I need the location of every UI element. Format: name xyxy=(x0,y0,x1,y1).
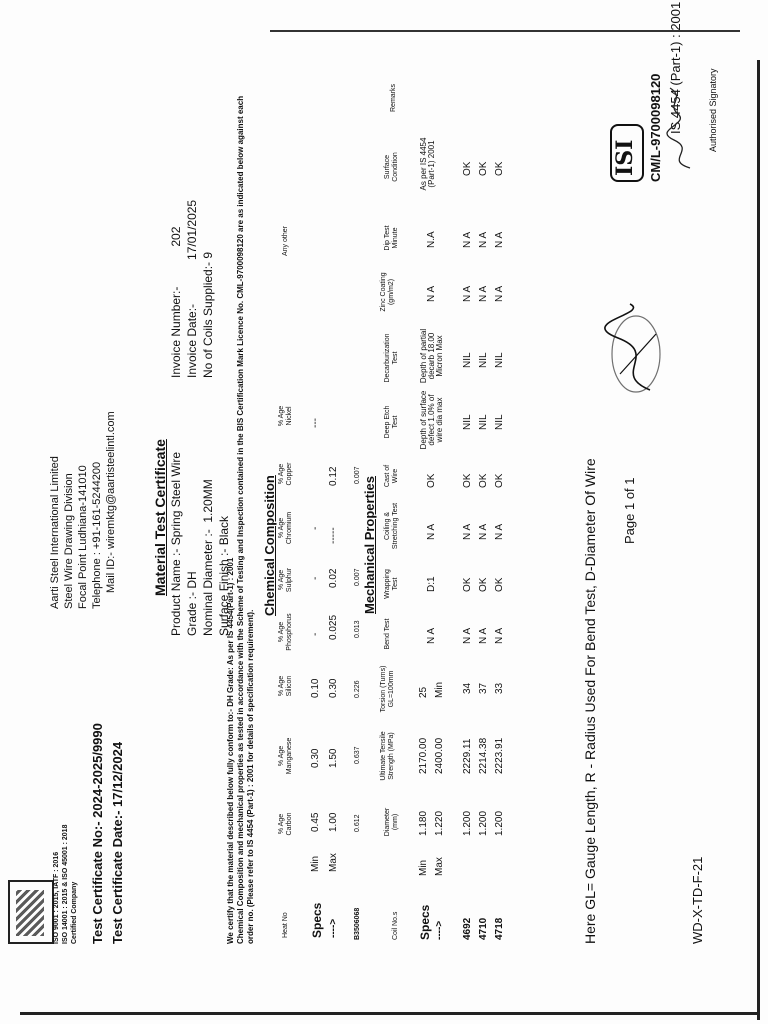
invoice-date xyxy=(184,200,200,378)
isi-mark xyxy=(610,124,644,182)
company-mail: Mail ID:- wiremktg@aartisteelintl.com xyxy=(105,411,117,593)
iso-line: Certified Company xyxy=(71,881,78,944)
row-dip: N A xyxy=(462,231,473,248)
iso-certifications xyxy=(52,825,79,944)
chemical-composition-heading: Chemical Composition xyxy=(262,475,277,616)
chem-max-silicon: 0.30 xyxy=(328,678,339,698)
mech-header-torsion: Torsion (Turns) GL=100mm xyxy=(380,665,395,713)
nominal-diameter xyxy=(200,452,216,636)
mech-header-dip: Dip Test Minute xyxy=(384,225,399,251)
mech-max-tensile: 2400.00 xyxy=(434,737,445,774)
chem-min-chromium: - xyxy=(310,526,321,530)
chem-actual-carbon: 0.612 xyxy=(354,814,361,832)
chem-max-copper: 0.12 xyxy=(328,466,339,486)
row-diameter: 1.200 xyxy=(478,810,489,836)
chem-max-label: Max xyxy=(328,853,339,872)
coil-number: 4718 xyxy=(494,917,505,940)
mech-header-cast: Cast of Wire xyxy=(384,464,399,488)
row-wrapping: OK xyxy=(494,577,505,592)
row-surface: OK xyxy=(494,161,505,176)
chem-max-manganese: 1.50 xyxy=(328,748,339,768)
mech-spec-deep-etch: Depth of surface defect 1.0% of wire dia max xyxy=(419,390,444,450)
mech-header-coiling: Coiling & Stretching Test xyxy=(384,502,399,550)
company-name: Aarti Steel International Limited xyxy=(49,456,61,609)
row-dip: N A xyxy=(494,231,505,248)
mech-max-diameter: 1.220 xyxy=(434,810,445,836)
mech-header-wrapping: Wrapping Test xyxy=(384,569,399,599)
chem-actual-sulphur: 0.007 xyxy=(354,568,361,586)
chem-specs-arrow: ----> xyxy=(328,918,339,938)
statement-line: We certify that the material described below fully conform to:- DH Grade: As per IS 4454(Part-1) : 2001 xyxy=(226,557,235,944)
row-bend: N A xyxy=(462,627,473,644)
chem-header-copper: % Age Copper xyxy=(278,462,293,486)
mech-header-deep-etch: Deep Etch Test xyxy=(384,405,399,439)
row-zinc: N A xyxy=(494,285,505,302)
row-deep-etch: NIL xyxy=(494,414,505,430)
invoice-details xyxy=(168,200,216,378)
row-diameter: 1.200 xyxy=(462,810,473,836)
row-wrapping: OK xyxy=(478,577,489,592)
row-cast: OK xyxy=(494,473,505,488)
row-surface: OK xyxy=(478,161,489,176)
mech-min-diameter: 1.180 xyxy=(418,810,429,836)
row-diameter: 1.200 xyxy=(494,810,505,836)
mech-min-label: Min xyxy=(418,859,429,876)
chem-actual-manganese: 0.637 xyxy=(354,746,361,764)
row-deep-etch: NIL xyxy=(478,414,489,430)
isi-mark-text: ISI xyxy=(612,139,638,176)
mech-max-torsion: Min xyxy=(434,681,445,698)
product-details xyxy=(168,452,232,636)
mech-min-tensile: 2170.00 xyxy=(418,737,429,774)
chem-header-chromium: % Age Chromium xyxy=(278,511,293,545)
invoice-date-label: Invoice Date:- xyxy=(185,303,199,378)
mech-spec-coiling: N A xyxy=(426,523,437,540)
company-logo xyxy=(8,880,54,944)
test-certificate-number: Test Certificate No:- 2024-2025/9990 xyxy=(90,723,105,944)
chem-actual-silicon: 0.226 xyxy=(354,680,361,698)
chem-header-phosphorus: % Age Phosphorus xyxy=(278,613,293,651)
mech-spec-wrapping: D:1 xyxy=(426,576,437,592)
page-number: Page 1 of 1 xyxy=(622,477,637,544)
mech-spec-dip: N.A xyxy=(426,231,437,248)
nominal-diameter-value: 1.20MM xyxy=(201,479,215,523)
mech-header-tensile: Ultimate Tensile Strength (MPa) xyxy=(380,731,395,781)
footer-note: Here GL= Gauge Length, R - Radius Used For Bend Test, D-Diameter Of Wire xyxy=(582,458,598,944)
chem-actual-copper: 0.007 xyxy=(354,466,361,484)
chem-min-phosphorus: - xyxy=(310,632,321,636)
row-decarb: NIL xyxy=(478,352,489,368)
chem-header-manganese: % Age Manganese xyxy=(278,737,293,775)
chem-header-any-other: Any other xyxy=(282,226,289,256)
mech-spec-surface: As per IS 4454 (Part-1) 2001 xyxy=(419,137,436,191)
heat-number: B3506068 xyxy=(354,907,361,940)
coil-number: 4710 xyxy=(478,917,489,940)
invoice-date-value: 17/01/2025 xyxy=(185,199,199,260)
row-deep-etch: NIL xyxy=(462,414,473,430)
row-bend: N A xyxy=(494,627,505,644)
company-address: Focal Point Ludhiana-141010 xyxy=(77,465,89,609)
row-torsion: 37 xyxy=(478,682,489,694)
iso-line: ISO 14001 : 2015 & ISO 45001 : 2018 xyxy=(62,824,69,944)
mech-spec-decarb: Depth of partial decarb 18.00 Micron Max xyxy=(419,328,444,384)
row-torsion: 34 xyxy=(462,682,473,694)
mech-header-coil-no: Coil No.s xyxy=(392,911,399,940)
mech-max-label: Max xyxy=(434,857,445,876)
mech-header-surface: Surface Condition xyxy=(384,152,399,182)
company-address-block xyxy=(48,411,118,609)
mech-header-diameter: Diameter (mm) xyxy=(384,807,399,837)
mech-spec-bend: N A xyxy=(426,627,437,644)
chem-header-carbon: % Age Carbon xyxy=(278,812,293,836)
cml-number: CM/L-9700098120 xyxy=(648,73,663,182)
chem-header-sulphur: % Age Sulphur xyxy=(278,567,293,593)
chem-max-chromium-dots: ----- xyxy=(328,527,339,544)
row-tensile: 2229.11 xyxy=(462,738,473,774)
chem-actual-phosphorus: 0.013 xyxy=(354,620,361,638)
chem-header-nickel: % Age Nickel xyxy=(278,405,293,427)
coil-number: 4692 xyxy=(462,917,473,940)
row-decarb: NIL xyxy=(494,352,505,368)
chem-max-carbon: 1.00 xyxy=(328,812,339,832)
chem-min-label: Min xyxy=(310,855,321,872)
mechanical-properties-heading: Mechanical Properties xyxy=(362,476,377,614)
chem-min-carbon: 0.45 xyxy=(310,812,321,832)
row-tensile: 2214.38 xyxy=(478,737,489,774)
iso-line: ISO 9001 : 2015, IATF : 2016 xyxy=(53,851,60,944)
row-wrapping: OK xyxy=(462,577,473,592)
row-coiling: N A xyxy=(494,523,505,540)
authorised-signatory-label: Authorised Signatory xyxy=(708,68,718,152)
chem-header-heat-no: Heat No xyxy=(282,912,289,938)
chem-min-manganese: 0.30 xyxy=(310,748,321,768)
nominal-diameter-label: Nominal Diameter :- xyxy=(201,529,215,636)
mech-spec-zinc: N A xyxy=(426,285,437,302)
row-coiling: N A xyxy=(462,523,473,540)
mech-spec-cast: OK xyxy=(426,473,437,488)
product-name: Product Name :- Spring Steel Wire xyxy=(169,451,183,636)
row-surface: OK xyxy=(462,161,473,176)
company-telephone: Telephone : +91-161-5244200 xyxy=(91,461,103,609)
chem-max-phosphorus: 0.025 xyxy=(328,614,339,640)
row-coiling: N A xyxy=(478,523,489,540)
standard-reference: IS 4454 (Part-1) : 2001 xyxy=(668,1,683,134)
row-tensile: 2223.91 xyxy=(494,737,505,774)
company-stamp-signature xyxy=(600,294,670,404)
row-zinc: N A xyxy=(462,285,473,302)
chem-max-sulphur: 0.02 xyxy=(328,568,339,588)
mech-header-zinc: Zinc Coating (gm/m2) xyxy=(380,272,395,312)
grade: Grade :- DH xyxy=(185,571,199,636)
invoice-number-label: Invoice Number:- xyxy=(169,286,183,378)
statement-line: Chemical Composition and mechanical properties as tested in accordance with the Scheme of Testing and Inspection contained in the BIS Certification Mark Licence No. CML-9700098120 are as indicated below against each xyxy=(236,95,245,944)
mech-min-torsion: 25 xyxy=(418,686,429,698)
chem-min-silicon: 0.10 xyxy=(310,678,321,698)
chem-header-silicon: % Age Silicon xyxy=(278,675,293,697)
invoice-number xyxy=(168,200,184,378)
chem-min-sulphur: - xyxy=(310,576,321,580)
row-cast: OK xyxy=(462,473,473,488)
row-cast: OK xyxy=(478,473,489,488)
mech-specs-label: Specs xyxy=(418,904,432,940)
row-torsion: 33 xyxy=(494,682,505,694)
conformity-statement xyxy=(226,96,256,944)
surface-finish: Surface Finish :- Black xyxy=(217,515,231,636)
document-code: WD-X-TD-F-21 xyxy=(690,856,705,944)
chem-specs-label: Specs xyxy=(310,902,324,938)
invoice-number-value: 202 xyxy=(169,226,183,247)
chem-min-nickel: --- xyxy=(310,418,321,428)
material-test-certificate-title: Material Test Certificate xyxy=(152,439,168,596)
coils-supplied: No of Coils Supplied:- 9 xyxy=(201,251,215,378)
test-certificate-date: Test Certificate Date:- 17/12/2024 xyxy=(110,741,125,944)
mech-header-bend: Bend Test xyxy=(384,618,391,650)
row-dip: N A xyxy=(478,231,489,248)
mech-header-remarks: Remarks xyxy=(390,83,397,112)
company-division: Steel Wire Drawing Division xyxy=(63,473,75,609)
row-decarb: NIL xyxy=(462,352,473,368)
mech-specs-arrow: ----> xyxy=(434,920,445,940)
statement-line: order no. (Please refer to IS 4454 (Part-1) : 2001 for details of specification requirement). xyxy=(246,609,255,944)
row-zinc: N A xyxy=(478,285,489,302)
mech-header-decarb: Decarburization Test xyxy=(384,333,399,383)
authorised-signature xyxy=(660,84,700,174)
row-bend: N A xyxy=(478,627,489,644)
